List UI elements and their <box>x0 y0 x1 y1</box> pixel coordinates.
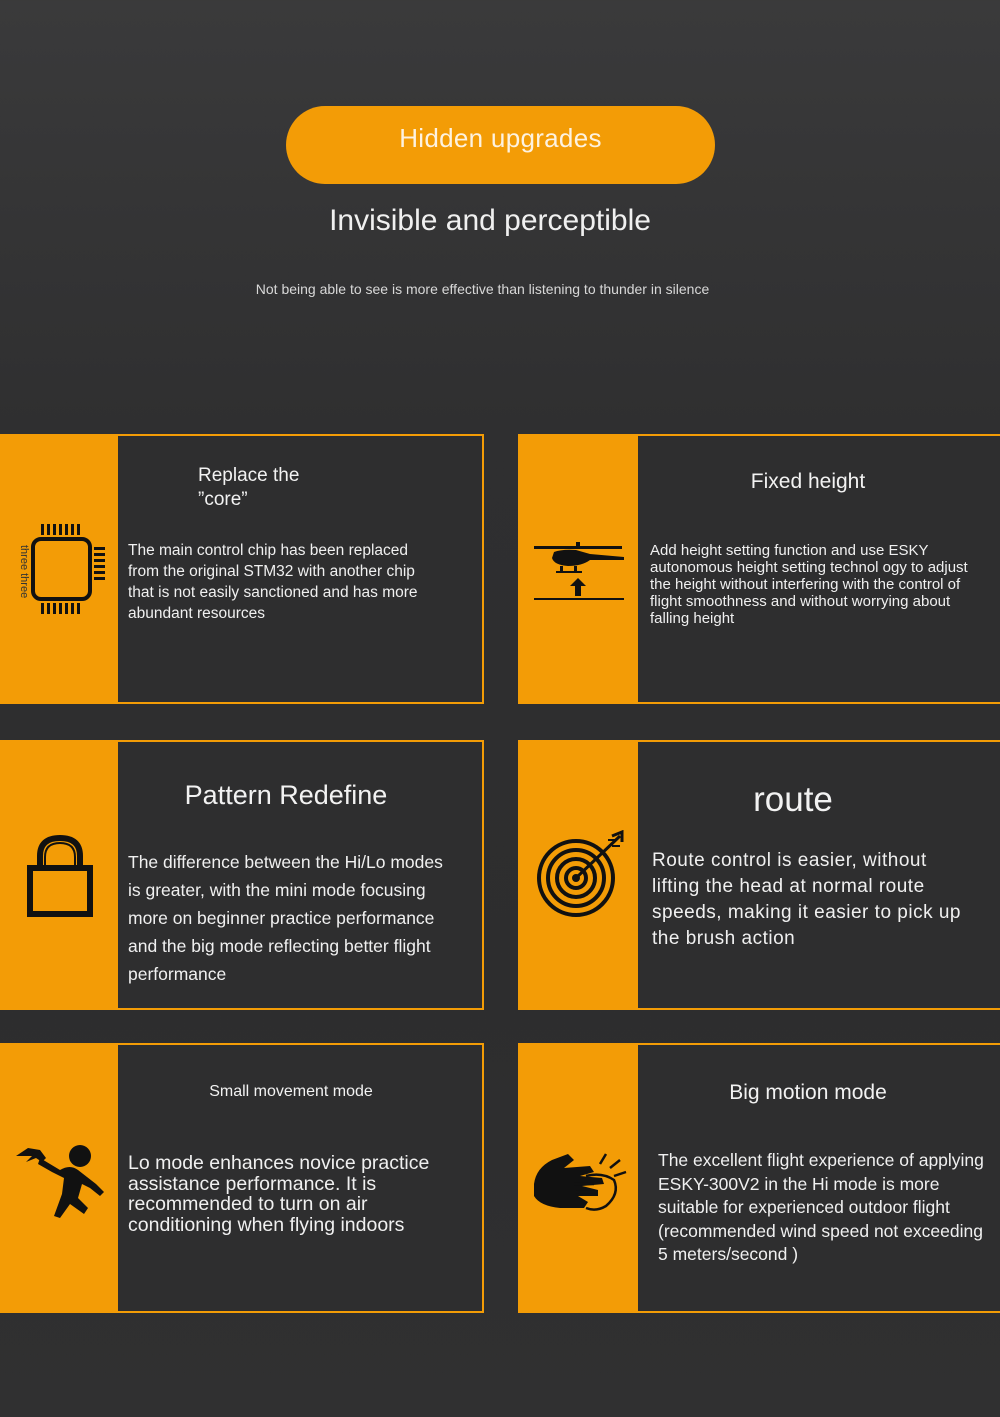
lock-icon <box>26 834 94 918</box>
card-title: Replace the ”core” <box>198 465 300 510</box>
hand-wave-icon <box>530 1150 628 1216</box>
card-description: Lo mode enhances novice practice assistance performance. It is recommended to turn on air conditioning when flying indoors <box>128 1152 430 1236</box>
target-icon <box>536 830 628 920</box>
chip-icon <box>28 520 110 618</box>
card-description: The main control chip has been replaced from the original STM32 with another chip that is not easily sanctioned and has more abundant resources <box>128 542 418 622</box>
card-description: The difference between the Hi/Lo modes is greater, with the mini mode focusing more on beginner practice performance and the big mode reflecting better flight performance <box>128 852 443 984</box>
card-title: route <box>753 780 833 819</box>
card-title: Big motion mode <box>729 1081 887 1104</box>
card-title: Pattern Redefine <box>184 780 388 810</box>
page-headline: Invisible and perceptible <box>329 204 651 237</box>
card-description: Route control is easier, without lifting the head at normal route speeds, making it easier to pick up the brush action <box>652 850 961 949</box>
card-title: Fixed height <box>750 470 866 493</box>
page-subline: Not being able to see is more effective than listening to thunder in silence <box>255 281 710 297</box>
banner-label: Hidden upgrades <box>399 122 602 153</box>
card-title: Small movement mode <box>209 1083 373 1100</box>
chip-side-label: three three <box>18 545 30 599</box>
hidden-upgrades-banner <box>286 106 715 184</box>
running-person-icon <box>12 1140 108 1224</box>
helicopter-height-icon <box>532 540 628 602</box>
card-description: Add height setting function and use ESKY autonomous height setting technol ogy to adjust the height without interfering with the control of flight smoothness and without worrying about falling height <box>650 542 968 627</box>
card-description: The excellent flight experience of applying ESKY-300V2 in the Hi mode is more suitable for experienced outdoor flight (recommended wind speed not exceeding 5 meters/second ) <box>658 1150 984 1264</box>
